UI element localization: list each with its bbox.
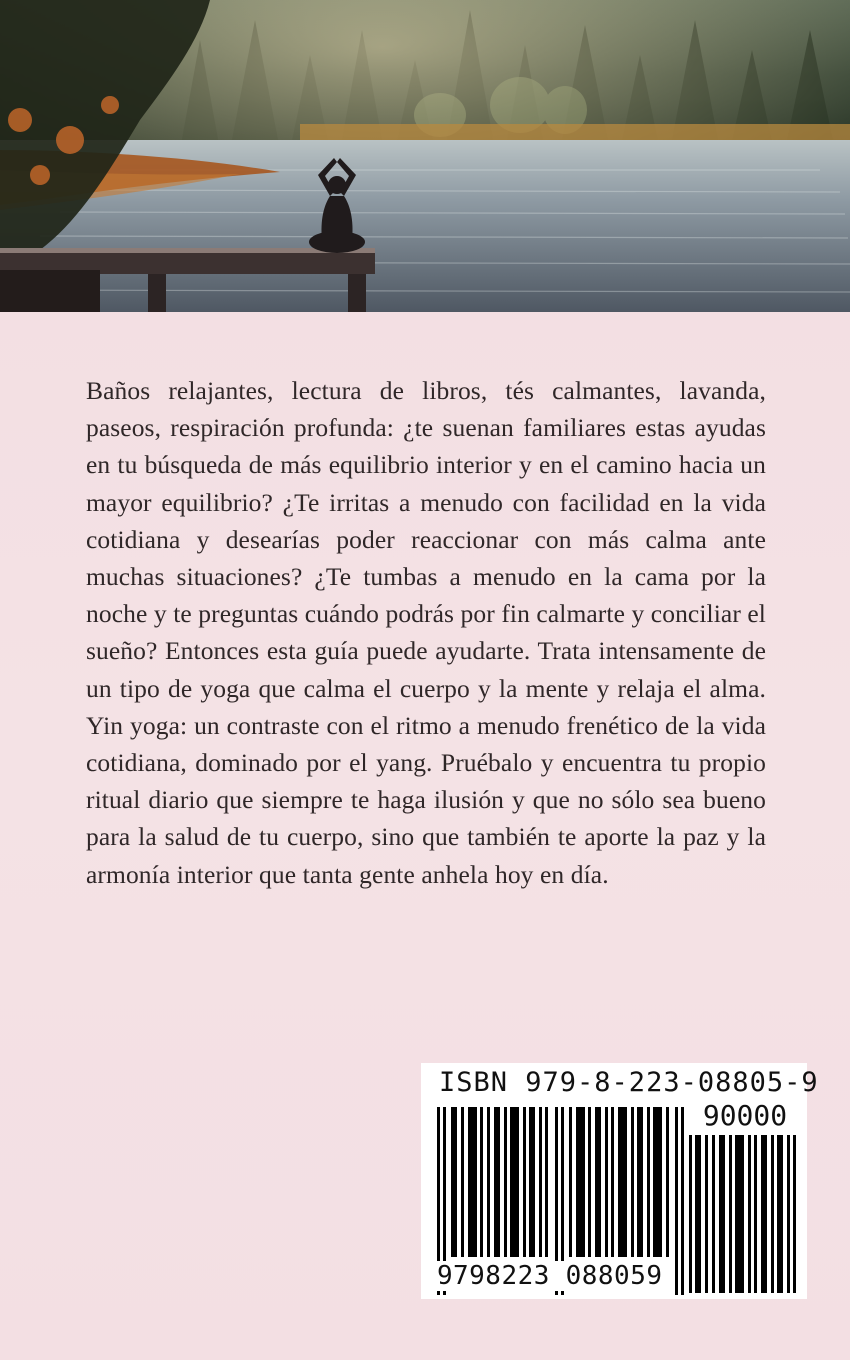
addon-bars <box>689 1135 797 1293</box>
ean-right-group: 088059 <box>565 1261 663 1291</box>
photo-illustration <box>0 0 850 312</box>
isbn-label: ISBN 979-8-223-08805-9 <box>439 1067 819 1098</box>
price-code: 90000 <box>702 1099 788 1132</box>
ean-first-digit: 9 <box>437 1261 453 1291</box>
ean-left-group: 798223 <box>453 1261 550 1291</box>
isbn-barcode <box>421 1063 819 1299</box>
ean-digits <box>437 1261 663 1291</box>
back-cover-blurb: Baños relajantes, lectura de libros, tés calmantes, lavanda, paseos, respiración profunda: ¿te suenan familiares estas ayudas en tu búsqueda de más equilibrio interior y en el camino hacia un mayor equilibrio? ¿Te irritas a menudo con facilidad en la vida cotidiana y desearías poder reaccionar con más calma ante muchas situaciones? ¿Te tumbas a menudo en la cama por la noche y te preguntas cuándo podrás por fin calmarte y conciliar el sueño? Entonces esta guía puede ayudarte. Trata intensamente de un tipo de yoga que calma el cuerpo y la mente y relaja el alma. Yin yoga: un contraste con el ritmo a menudo frenético de la vida cotidiana, dominado por el yang. Pruébalo y encuentra tu propio ritual diario que siempre te haga ilusión y que no sólo sea bueno para la salud de tu cuerpo, sino que también te aporte la paz y la armonía interior que tanta gente anhela hoy en día. <box>86 376 766 889</box>
lake-yoga-photo <box>0 0 850 312</box>
